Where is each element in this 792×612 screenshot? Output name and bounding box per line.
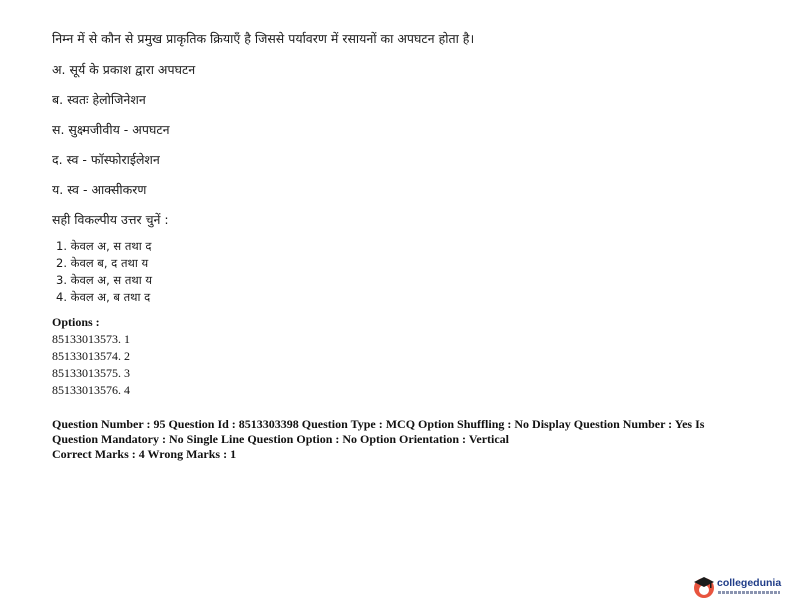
marks-line: Correct Marks : 4 Wrong Marks : 1 (52, 447, 237, 461)
instruction-text: सही विकल्पीय उत्तर चुनें : (52, 212, 169, 227)
option-id-row: 85133013574. 2 (52, 349, 130, 363)
statement-a: अ. सूर्य के प्रकाश द्वारा अपघटन (52, 62, 196, 77)
collegedunia-logo (692, 572, 784, 604)
choice-list (56, 238, 152, 306)
statement-c: स. सुक्ष्मजीवीय - अपघटन (52, 122, 170, 137)
options-title: Options : (52, 315, 100, 329)
option-id-row: 85133013573. 1 (52, 332, 130, 346)
choice-item: 1. केवल अ, स तथा द (56, 239, 152, 253)
question-meta (52, 417, 732, 462)
logo-wordmark: collegedunia (717, 577, 782, 589)
choice-item: 2. केवल ब, द तथा य (56, 256, 149, 270)
question-meta-line: Question Number : 95 Question Id : 8513303398 Question Type : MCQ Option Shuffling : No Display Question Number : Yes Is Question Mandatory : No Single Line Question Option : No Option Orientation : Vertical (52, 417, 705, 446)
logo-tagline-decoration (718, 591, 780, 594)
statement-e: य. स्व - आक्सीकरण (52, 182, 147, 197)
statement-d: द. स्व - फॉस्फोराईलेशन (52, 152, 160, 167)
graduate-cap-icon (692, 575, 716, 599)
choice-item: 4. केवल अ, ब तथा द (56, 290, 151, 304)
question-text: निम्न में से कौन से प्रमुख प्राकृतिक क्रियाएँ है जिससे पर्यावरण में रसायनों का अपघटन होता है। (52, 31, 475, 46)
option-id-row: 85133013575. 3 (52, 366, 130, 380)
statement-b: ब. स्वतः हेलोजिनेशन (52, 92, 146, 107)
option-id-row: 85133013576. 4 (52, 383, 130, 397)
choice-item: 3. केवल अ, स तथा य (56, 273, 153, 287)
